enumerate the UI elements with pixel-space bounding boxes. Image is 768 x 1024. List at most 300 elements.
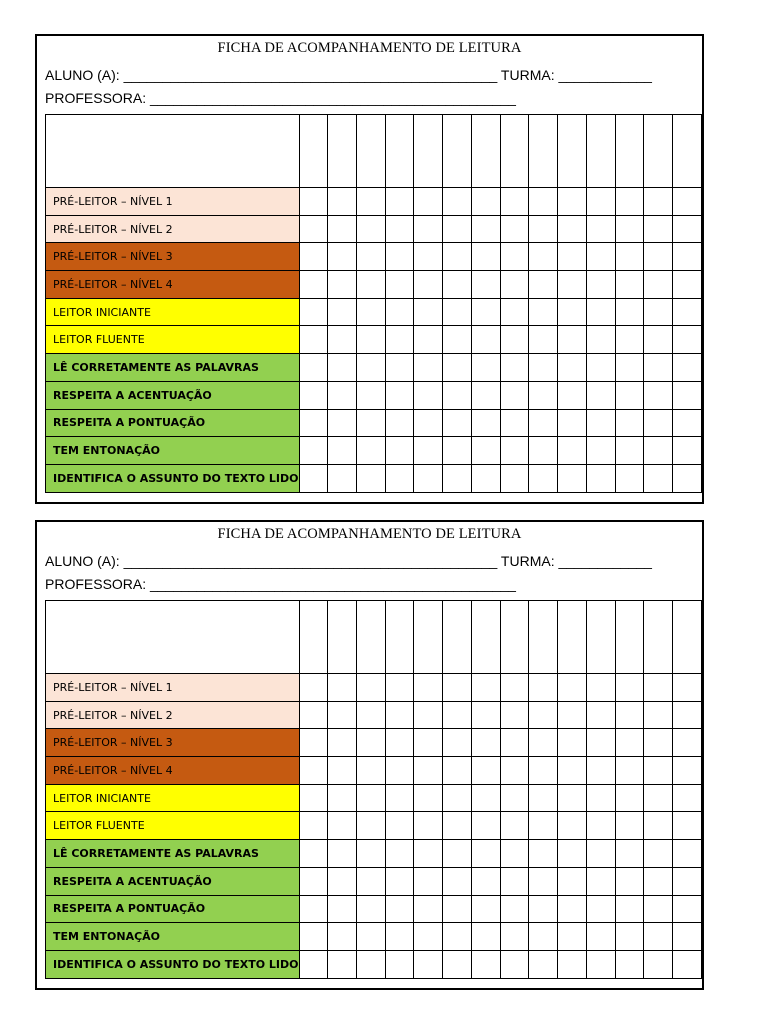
check-cell[interactable] — [500, 701, 529, 729]
check-cell[interactable] — [471, 437, 500, 465]
check-cell[interactable] — [500, 950, 529, 978]
check-cell[interactable] — [414, 354, 443, 382]
check-cell[interactable] — [443, 729, 472, 757]
check-cell[interactable] — [385, 757, 414, 785]
header-date-cell[interactable] — [299, 601, 328, 674]
check-cell[interactable] — [299, 354, 328, 382]
check-cell[interactable] — [471, 950, 500, 978]
check-cell[interactable] — [558, 243, 587, 271]
check-cell[interactable] — [471, 674, 500, 702]
check-cell[interactable] — [586, 674, 615, 702]
check-cell[interactable] — [500, 812, 529, 840]
check-cell[interactable] — [414, 464, 443, 492]
check-cell[interactable] — [586, 437, 615, 465]
header-date-cell[interactable] — [644, 115, 673, 188]
header-date-cell[interactable] — [443, 601, 472, 674]
check-cell[interactable] — [328, 381, 357, 409]
check-cell[interactable] — [673, 188, 702, 216]
check-cell[interactable] — [385, 381, 414, 409]
check-cell[interactable] — [299, 674, 328, 702]
check-cell[interactable] — [529, 409, 558, 437]
check-cell[interactable] — [529, 812, 558, 840]
check-cell[interactable] — [558, 701, 587, 729]
check-cell[interactable] — [443, 464, 472, 492]
check-cell[interactable] — [500, 381, 529, 409]
check-cell[interactable] — [500, 271, 529, 299]
check-cell[interactable] — [586, 923, 615, 951]
check-cell[interactable] — [615, 437, 644, 465]
check-cell[interactable] — [356, 326, 385, 354]
check-cell[interactable] — [586, 840, 615, 868]
check-cell[interactable] — [299, 188, 328, 216]
check-cell[interactable] — [644, 757, 673, 785]
check-cell[interactable] — [529, 326, 558, 354]
check-cell[interactable] — [414, 950, 443, 978]
check-cell[interactable] — [673, 757, 702, 785]
check-cell[interactable] — [558, 326, 587, 354]
check-cell[interactable] — [644, 464, 673, 492]
check-cell[interactable] — [299, 895, 328, 923]
check-cell[interactable] — [356, 298, 385, 326]
check-cell[interactable] — [644, 215, 673, 243]
check-cell[interactable] — [558, 674, 587, 702]
check-cell[interactable] — [385, 729, 414, 757]
check-cell[interactable] — [299, 701, 328, 729]
check-cell[interactable] — [385, 243, 414, 271]
check-cell[interactable] — [673, 215, 702, 243]
check-cell[interactable] — [385, 674, 414, 702]
check-cell[interactable] — [443, 867, 472, 895]
check-cell[interactable] — [299, 409, 328, 437]
check-cell[interactable] — [471, 271, 500, 299]
check-cell[interactable] — [385, 326, 414, 354]
check-cell[interactable] — [615, 354, 644, 382]
check-cell[interactable] — [615, 950, 644, 978]
check-cell[interactable] — [673, 326, 702, 354]
check-cell[interactable] — [673, 729, 702, 757]
check-cell[interactable] — [299, 840, 328, 868]
check-cell[interactable] — [443, 757, 472, 785]
check-cell[interactable] — [673, 895, 702, 923]
check-cell[interactable] — [443, 409, 472, 437]
check-cell[interactable] — [328, 674, 357, 702]
check-cell[interactable] — [385, 923, 414, 951]
check-cell[interactable] — [586, 243, 615, 271]
check-cell[interactable] — [558, 464, 587, 492]
check-cell[interactable] — [529, 895, 558, 923]
check-cell[interactable] — [673, 271, 702, 299]
check-cell[interactable] — [644, 840, 673, 868]
check-cell[interactable] — [471, 464, 500, 492]
check-cell[interactable] — [328, 729, 357, 757]
header-date-cell[interactable] — [471, 601, 500, 674]
header-date-cell[interactable] — [356, 115, 385, 188]
check-cell[interactable] — [673, 354, 702, 382]
check-cell[interactable] — [615, 215, 644, 243]
check-cell[interactable] — [615, 812, 644, 840]
check-cell[interactable] — [471, 409, 500, 437]
check-cell[interactable] — [529, 298, 558, 326]
check-cell[interactable] — [586, 950, 615, 978]
check-cell[interactable] — [443, 437, 472, 465]
check-cell[interactable] — [673, 437, 702, 465]
check-cell[interactable] — [328, 298, 357, 326]
check-cell[interactable] — [644, 701, 673, 729]
check-cell[interactable] — [356, 950, 385, 978]
check-cell[interactable] — [673, 784, 702, 812]
check-cell[interactable] — [414, 271, 443, 299]
check-cell[interactable] — [644, 271, 673, 299]
check-cell[interactable] — [299, 867, 328, 895]
check-cell[interactable] — [500, 867, 529, 895]
check-cell[interactable] — [615, 867, 644, 895]
check-cell[interactable] — [299, 381, 328, 409]
check-cell[interactable] — [586, 757, 615, 785]
check-cell[interactable] — [500, 243, 529, 271]
check-cell[interactable] — [471, 757, 500, 785]
check-cell[interactable] — [558, 840, 587, 868]
check-cell[interactable] — [615, 701, 644, 729]
check-cell[interactable] — [586, 812, 615, 840]
check-cell[interactable] — [356, 757, 385, 785]
check-cell[interactable] — [644, 437, 673, 465]
check-cell[interactable] — [385, 701, 414, 729]
check-cell[interactable] — [414, 215, 443, 243]
check-cell[interactable] — [500, 784, 529, 812]
check-cell[interactable] — [558, 950, 587, 978]
check-cell[interactable] — [385, 354, 414, 382]
check-cell[interactable] — [615, 784, 644, 812]
check-cell[interactable] — [558, 757, 587, 785]
check-cell[interactable] — [644, 188, 673, 216]
check-cell[interactable] — [500, 923, 529, 951]
check-cell[interactable] — [299, 326, 328, 354]
check-cell[interactable] — [385, 271, 414, 299]
check-cell[interactable] — [500, 409, 529, 437]
check-cell[interactable] — [558, 867, 587, 895]
check-cell[interactable] — [328, 271, 357, 299]
header-date-cell[interactable] — [328, 601, 357, 674]
check-cell[interactable] — [558, 381, 587, 409]
check-cell[interactable] — [500, 215, 529, 243]
check-cell[interactable] — [644, 784, 673, 812]
check-cell[interactable] — [471, 812, 500, 840]
check-cell[interactable] — [615, 757, 644, 785]
check-cell[interactable] — [500, 326, 529, 354]
check-cell[interactable] — [328, 895, 357, 923]
check-cell[interactable] — [385, 950, 414, 978]
check-cell[interactable] — [356, 243, 385, 271]
check-cell[interactable] — [385, 812, 414, 840]
check-cell[interactable] — [356, 188, 385, 216]
check-cell[interactable] — [471, 729, 500, 757]
check-cell[interactable] — [529, 437, 558, 465]
check-cell[interactable] — [500, 729, 529, 757]
check-cell[interactable] — [644, 812, 673, 840]
check-cell[interactable] — [500, 757, 529, 785]
check-cell[interactable] — [471, 326, 500, 354]
check-cell[interactable] — [385, 409, 414, 437]
check-cell[interactable] — [644, 950, 673, 978]
check-cell[interactable] — [500, 188, 529, 216]
check-cell[interactable] — [644, 326, 673, 354]
check-cell[interactable] — [385, 895, 414, 923]
check-cell[interactable] — [328, 464, 357, 492]
check-cell[interactable] — [529, 867, 558, 895]
header-date-cell[interactable] — [443, 115, 472, 188]
header-date-cell[interactable] — [328, 115, 357, 188]
check-cell[interactable] — [414, 326, 443, 354]
check-cell[interactable] — [558, 354, 587, 382]
check-cell[interactable] — [443, 812, 472, 840]
check-cell[interactable] — [615, 326, 644, 354]
check-cell[interactable] — [529, 701, 558, 729]
check-cell[interactable] — [299, 243, 328, 271]
check-cell[interactable] — [558, 271, 587, 299]
check-cell[interactable] — [414, 188, 443, 216]
check-cell[interactable] — [644, 867, 673, 895]
header-date-cell[interactable] — [414, 115, 443, 188]
check-cell[interactable] — [558, 895, 587, 923]
header-date-cell[interactable] — [644, 601, 673, 674]
header-date-cell[interactable] — [529, 115, 558, 188]
check-cell[interactable] — [558, 729, 587, 757]
check-cell[interactable] — [615, 243, 644, 271]
check-cell[interactable] — [673, 381, 702, 409]
check-cell[interactable] — [299, 437, 328, 465]
check-cell[interactable] — [529, 923, 558, 951]
check-cell[interactable] — [299, 757, 328, 785]
check-cell[interactable] — [328, 840, 357, 868]
check-cell[interactable] — [471, 354, 500, 382]
check-cell[interactable] — [328, 950, 357, 978]
header-date-cell[interactable] — [673, 601, 702, 674]
check-cell[interactable] — [471, 840, 500, 868]
check-cell[interactable] — [443, 950, 472, 978]
check-cell[interactable] — [529, 354, 558, 382]
check-cell[interactable] — [356, 729, 385, 757]
check-cell[interactable] — [500, 354, 529, 382]
check-cell[interactable] — [586, 326, 615, 354]
check-cell[interactable] — [414, 895, 443, 923]
check-cell[interactable] — [414, 298, 443, 326]
check-cell[interactable] — [356, 674, 385, 702]
header-date-cell[interactable] — [385, 601, 414, 674]
check-cell[interactable] — [443, 215, 472, 243]
check-cell[interactable] — [586, 215, 615, 243]
check-cell[interactable] — [299, 950, 328, 978]
check-cell[interactable] — [356, 271, 385, 299]
check-cell[interactable] — [673, 840, 702, 868]
check-cell[interactable] — [471, 784, 500, 812]
check-cell[interactable] — [443, 784, 472, 812]
check-cell[interactable] — [558, 409, 587, 437]
check-cell[interactable] — [414, 867, 443, 895]
check-cell[interactable] — [644, 923, 673, 951]
check-cell[interactable] — [385, 188, 414, 216]
check-cell[interactable] — [356, 867, 385, 895]
check-cell[interactable] — [328, 812, 357, 840]
header-date-cell[interactable] — [500, 115, 529, 188]
check-cell[interactable] — [644, 243, 673, 271]
check-cell[interactable] — [443, 840, 472, 868]
check-cell[interactable] — [500, 840, 529, 868]
check-cell[interactable] — [529, 243, 558, 271]
check-cell[interactable] — [586, 701, 615, 729]
check-cell[interactable] — [529, 784, 558, 812]
header-date-cell[interactable] — [586, 115, 615, 188]
check-cell[interactable] — [328, 326, 357, 354]
check-cell[interactable] — [615, 895, 644, 923]
check-cell[interactable] — [586, 271, 615, 299]
check-cell[interactable] — [615, 840, 644, 868]
check-cell[interactable] — [443, 895, 472, 923]
check-cell[interactable] — [299, 464, 328, 492]
check-cell[interactable] — [443, 701, 472, 729]
check-cell[interactable] — [673, 867, 702, 895]
check-cell[interactable] — [529, 950, 558, 978]
check-cell[interactable] — [644, 674, 673, 702]
header-date-cell[interactable] — [356, 601, 385, 674]
check-cell[interactable] — [500, 895, 529, 923]
check-cell[interactable] — [443, 923, 472, 951]
check-cell[interactable] — [299, 215, 328, 243]
check-cell[interactable] — [385, 867, 414, 895]
check-cell[interactable] — [328, 354, 357, 382]
check-cell[interactable] — [328, 701, 357, 729]
check-cell[interactable] — [443, 354, 472, 382]
check-cell[interactable] — [673, 812, 702, 840]
check-cell[interactable] — [356, 381, 385, 409]
check-cell[interactable] — [414, 674, 443, 702]
check-cell[interactable] — [558, 188, 587, 216]
header-date-cell[interactable] — [529, 601, 558, 674]
check-cell[interactable] — [356, 409, 385, 437]
check-cell[interactable] — [356, 701, 385, 729]
check-cell[interactable] — [471, 701, 500, 729]
check-cell[interactable] — [529, 464, 558, 492]
check-cell[interactable] — [471, 895, 500, 923]
check-cell[interactable] — [356, 215, 385, 243]
check-cell[interactable] — [385, 298, 414, 326]
check-cell[interactable] — [414, 812, 443, 840]
check-cell[interactable] — [586, 784, 615, 812]
check-cell[interactable] — [443, 298, 472, 326]
check-cell[interactable] — [414, 701, 443, 729]
check-cell[interactable] — [328, 409, 357, 437]
check-cell[interactable] — [644, 895, 673, 923]
check-cell[interactable] — [586, 464, 615, 492]
check-cell[interactable] — [356, 354, 385, 382]
check-cell[interactable] — [500, 464, 529, 492]
check-cell[interactable] — [414, 784, 443, 812]
check-cell[interactable] — [328, 188, 357, 216]
check-cell[interactable] — [558, 215, 587, 243]
check-cell[interactable] — [328, 923, 357, 951]
check-cell[interactable] — [615, 409, 644, 437]
check-cell[interactable] — [414, 923, 443, 951]
check-cell[interactable] — [471, 215, 500, 243]
header-date-cell[interactable] — [586, 601, 615, 674]
check-cell[interactable] — [328, 437, 357, 465]
check-cell[interactable] — [356, 840, 385, 868]
check-cell[interactable] — [356, 812, 385, 840]
check-cell[interactable] — [586, 409, 615, 437]
check-cell[interactable] — [615, 674, 644, 702]
check-cell[interactable] — [500, 437, 529, 465]
header-date-cell[interactable] — [385, 115, 414, 188]
check-cell[interactable] — [328, 215, 357, 243]
check-cell[interactable] — [644, 381, 673, 409]
check-cell[interactable] — [673, 298, 702, 326]
check-cell[interactable] — [529, 188, 558, 216]
check-cell[interactable] — [644, 729, 673, 757]
check-cell[interactable] — [529, 674, 558, 702]
check-cell[interactable] — [673, 701, 702, 729]
check-cell[interactable] — [414, 437, 443, 465]
check-cell[interactable] — [443, 243, 472, 271]
check-cell[interactable] — [471, 188, 500, 216]
check-cell[interactable] — [443, 271, 472, 299]
check-cell[interactable] — [385, 437, 414, 465]
check-cell[interactable] — [443, 381, 472, 409]
check-cell[interactable] — [586, 381, 615, 409]
check-cell[interactable] — [385, 215, 414, 243]
check-cell[interactable] — [586, 188, 615, 216]
check-cell[interactable] — [558, 437, 587, 465]
check-cell[interactable] — [615, 923, 644, 951]
check-cell[interactable] — [299, 923, 328, 951]
check-cell[interactable] — [644, 354, 673, 382]
check-cell[interactable] — [673, 950, 702, 978]
header-date-cell[interactable] — [414, 601, 443, 674]
check-cell[interactable] — [558, 784, 587, 812]
check-cell[interactable] — [414, 757, 443, 785]
header-date-cell[interactable] — [471, 115, 500, 188]
check-cell[interactable] — [673, 464, 702, 492]
check-cell[interactable] — [356, 895, 385, 923]
check-cell[interactable] — [471, 298, 500, 326]
check-cell[interactable] — [586, 354, 615, 382]
check-cell[interactable] — [615, 298, 644, 326]
check-cell[interactable] — [586, 895, 615, 923]
check-cell[interactable] — [328, 757, 357, 785]
check-cell[interactable] — [615, 464, 644, 492]
check-cell[interactable] — [414, 729, 443, 757]
check-cell[interactable] — [586, 867, 615, 895]
check-cell[interactable] — [644, 409, 673, 437]
check-cell[interactable] — [558, 812, 587, 840]
check-cell[interactable] — [500, 298, 529, 326]
header-date-cell[interactable] — [615, 601, 644, 674]
check-cell[interactable] — [299, 812, 328, 840]
check-cell[interactable] — [673, 243, 702, 271]
check-cell[interactable] — [328, 243, 357, 271]
check-cell[interactable] — [586, 729, 615, 757]
header-date-cell[interactable] — [558, 115, 587, 188]
check-cell[interactable] — [529, 271, 558, 299]
check-cell[interactable] — [529, 840, 558, 868]
check-cell[interactable] — [414, 840, 443, 868]
check-cell[interactable] — [529, 757, 558, 785]
check-cell[interactable] — [356, 784, 385, 812]
check-cell[interactable] — [443, 188, 472, 216]
check-cell[interactable] — [615, 729, 644, 757]
check-cell[interactable] — [615, 271, 644, 299]
check-cell[interactable] — [586, 298, 615, 326]
header-date-cell[interactable] — [299, 115, 328, 188]
check-cell[interactable] — [443, 326, 472, 354]
